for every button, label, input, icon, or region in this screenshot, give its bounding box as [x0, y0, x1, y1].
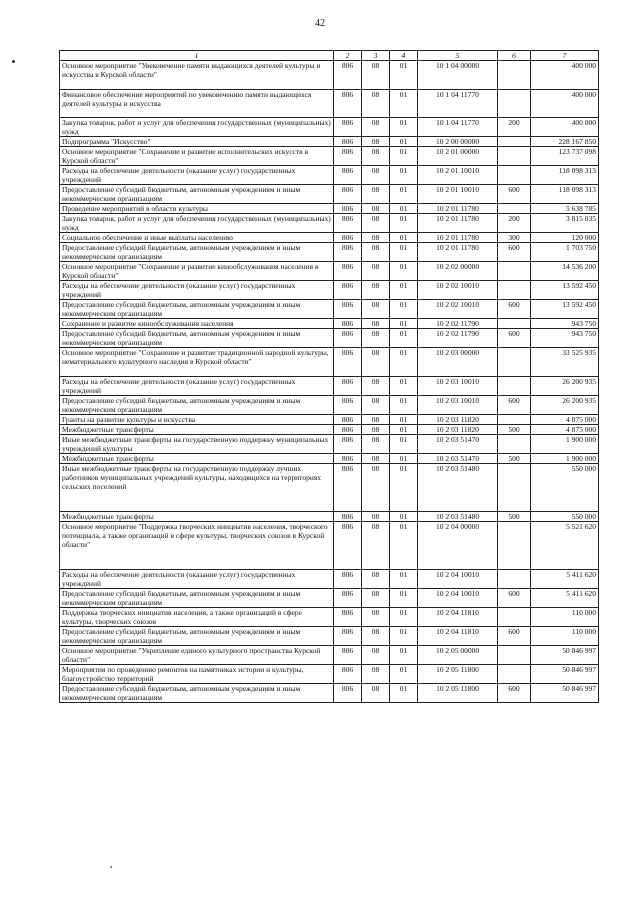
row-amount: 123 737 098 [531, 147, 599, 166]
row-target-code: 10 2 00 00000 [418, 137, 498, 147]
row-expense-type [498, 166, 531, 185]
row-amount: 26 200 935 [531, 396, 599, 415]
table-row [60, 214, 599, 233]
row-section: 08 [362, 204, 390, 214]
row-name: Основное мероприятие "Сохранение и развитие традиционной народной культуры, нематериального культурного наследия в Курской области" [60, 348, 334, 377]
row-target-code: 10 2 01 11780 [418, 243, 498, 262]
row-subsection: 01 [390, 435, 418, 454]
row-name: Предоставление субсидий бюджетным, автономным учреждениям и иным некоммерческим организациям [60, 243, 334, 262]
row-amount: 5 521 620 [531, 522, 599, 570]
row-subsection: 01 [390, 262, 418, 281]
row-target-code: 10 1 04 11770 [418, 90, 498, 118]
row-section: 08 [362, 233, 390, 243]
row-subsection: 01 [390, 396, 418, 415]
row-section: 08 [362, 166, 390, 185]
row-section: 08 [362, 646, 390, 665]
table-row [60, 61, 599, 90]
row-name: Проведение мероприятий в области культуры [60, 204, 334, 214]
row-ministry: 806 [334, 435, 362, 454]
row-expense-type: 600 [498, 185, 531, 204]
row-expense-type: 600 [498, 684, 531, 703]
col-header-2: 2 [334, 51, 362, 61]
row-section: 08 [362, 512, 390, 522]
row-amount: 110 000 [531, 608, 599, 627]
table-row [60, 233, 599, 243]
row-ministry: 806 [334, 665, 362, 684]
row-name: Сохранение и развитие кинообслуживания населения [60, 319, 334, 329]
row-subsection: 01 [390, 464, 418, 512]
row-expense-type [498, 665, 531, 684]
row-section: 08 [362, 262, 390, 281]
row-section: 08 [362, 61, 390, 90]
row-amount: 3 815 035 [531, 214, 599, 233]
row-subsection: 01 [390, 512, 418, 522]
row-section: 08 [362, 319, 390, 329]
table-row [60, 522, 599, 570]
row-amount: 13 592 450 [531, 281, 599, 300]
row-name: Расходы на обеспечение деятельности (оказание услуг) государственных учреждений [60, 281, 334, 300]
row-expense-type [498, 464, 531, 512]
row-section: 08 [362, 396, 390, 415]
row-ministry: 806 [334, 262, 362, 281]
col-header-3: 3 [362, 51, 390, 61]
row-ministry: 806 [334, 300, 362, 319]
row-expense-type [498, 90, 531, 118]
row-target-code: 10 2 01 00000 [418, 147, 498, 166]
row-subsection: 01 [390, 90, 418, 118]
row-expense-type: 200 [498, 214, 531, 233]
row-subsection: 01 [390, 281, 418, 300]
row-section: 08 [362, 435, 390, 454]
row-section: 08 [362, 522, 390, 570]
row-section: 08 [362, 185, 390, 204]
row-target-code: 10 1 04 00000 [418, 61, 498, 90]
row-ministry: 806 [334, 329, 362, 348]
row-target-code: 10 2 01 11780 [418, 233, 498, 243]
row-ministry: 806 [334, 522, 362, 570]
table-row [60, 90, 599, 118]
row-target-code: 10 2 03 10010 [418, 396, 498, 415]
table-body [60, 61, 599, 703]
row-name: Предоставление субсидий бюджетным, автономным учреждениям и иным некоммерческим организациям [60, 300, 334, 319]
row-section: 08 [362, 454, 390, 464]
row-ministry: 806 [334, 233, 362, 243]
col-header-7: 7 [531, 51, 599, 61]
row-amount: 14 536 200 [531, 262, 599, 281]
row-target-code: 10 2 04 00000 [418, 522, 498, 570]
row-ministry: 806 [334, 61, 362, 90]
table-row [60, 118, 599, 137]
row-amount: 118 098 313 [531, 166, 599, 185]
row-section: 08 [362, 589, 390, 608]
row-amount: 50 846 997 [531, 646, 599, 665]
row-target-code: 10 2 03 51480 [418, 512, 498, 522]
table-row [60, 185, 599, 204]
row-subsection: 01 [390, 166, 418, 185]
row-ministry: 806 [334, 166, 362, 185]
row-name: Мероприятия по проведению ремонтов на памятниках истории и культуры, благоустройство территорий [60, 665, 334, 684]
row-section: 08 [362, 329, 390, 348]
row-target-code: 10 2 04 11810 [418, 608, 498, 627]
row-ministry: 806 [334, 185, 362, 204]
row-name: Расходы на обеспечение деятельности (оказание услуг) государственных учреждений [60, 377, 334, 396]
row-expense-type [498, 415, 531, 425]
row-ministry: 806 [334, 137, 362, 147]
row-name: Предоставление субсидий бюджетным, автономным учреждениям и иным некоммерческим организациям [60, 627, 334, 646]
table-row [60, 396, 599, 415]
row-ministry: 806 [334, 464, 362, 512]
page-number: 42 [315, 18, 325, 29]
row-expense-type [498, 522, 531, 570]
row-section: 08 [362, 377, 390, 396]
row-amount: 1 900 000 [531, 435, 599, 454]
row-section: 08 [362, 684, 390, 703]
row-amount: 33 525 935 [531, 348, 599, 377]
row-subsection: 01 [390, 665, 418, 684]
table-row [60, 608, 599, 627]
row-amount: 943 750 [531, 319, 599, 329]
row-expense-type [498, 147, 531, 166]
table-row [60, 425, 599, 435]
row-target-code: 10 2 05 00000 [418, 646, 498, 665]
row-subsection: 01 [390, 147, 418, 166]
row-subsection: 01 [390, 243, 418, 262]
row-ministry: 806 [334, 204, 362, 214]
table-row [60, 281, 599, 300]
row-amount: 400 000 [531, 61, 599, 90]
row-name: Основное мероприятие "Сохранение и развитие исполнительских искусств в Курской области" [60, 147, 334, 166]
row-target-code: 10 2 01 11780 [418, 204, 498, 214]
row-section: 08 [362, 464, 390, 512]
row-target-code: 10 1 04 11770 [418, 118, 498, 137]
row-amount: 4 875 000 [531, 425, 599, 435]
row-target-code: 10 2 02 11790 [418, 329, 498, 348]
row-amount: 228 167 850 [531, 137, 599, 147]
row-name: Межбюджетные трансферты [60, 454, 334, 464]
row-ministry: 806 [334, 425, 362, 435]
table-row [60, 243, 599, 262]
row-subsection: 01 [390, 300, 418, 319]
row-amount: 943 750 [531, 329, 599, 348]
row-subsection: 01 [390, 185, 418, 204]
row-name: Финансовое обеспечение мероприятий по увековечению памяти выдающихся деятелей культуры и искусства [60, 90, 334, 118]
table-row [60, 415, 599, 425]
row-subsection: 01 [390, 608, 418, 627]
row-section: 08 [362, 570, 390, 589]
row-target-code: 10 2 01 10010 [418, 166, 498, 185]
row-amount: 5 638 785 [531, 204, 599, 214]
row-name: Закупка товаров, работ и услуг для обеспечения государственных (муниципальных) нужд [60, 118, 334, 137]
row-expense-type: 600 [498, 627, 531, 646]
row-ministry: 806 [334, 415, 362, 425]
row-ministry: 806 [334, 214, 362, 233]
table-row [60, 166, 599, 185]
row-expense-type [498, 137, 531, 147]
row-ministry: 806 [334, 118, 362, 137]
row-subsection: 01 [390, 646, 418, 665]
row-ministry: 806 [334, 646, 362, 665]
row-amount: 1 900 000 [531, 454, 599, 464]
row-section: 08 [362, 348, 390, 377]
margin-mark [12, 60, 15, 63]
table-row [60, 300, 599, 319]
budget-table [59, 50, 599, 703]
row-expense-type [498, 377, 531, 396]
row-amount: 1 703 750 [531, 243, 599, 262]
row-expense-type: 600 [498, 329, 531, 348]
row-target-code: 10 2 03 51470 [418, 454, 498, 464]
row-subsection: 01 [390, 570, 418, 589]
row-subsection: 01 [390, 319, 418, 329]
table-row [60, 627, 599, 646]
row-name: Расходы на обеспечение деятельности (оказание услуг) государственных учреждений [60, 166, 334, 185]
row-target-code: 10 2 03 51470 [418, 435, 498, 454]
row-section: 08 [362, 214, 390, 233]
col-header-1: 1 [60, 51, 334, 61]
row-section: 08 [362, 147, 390, 166]
row-section: 08 [362, 415, 390, 425]
row-ministry: 806 [334, 570, 362, 589]
row-expense-type: 300 [498, 233, 531, 243]
col-header-6: 6 [498, 51, 531, 61]
row-section: 08 [362, 118, 390, 137]
row-subsection: 01 [390, 425, 418, 435]
row-expense-type: 500 [498, 454, 531, 464]
row-subsection: 01 [390, 627, 418, 646]
table-row [60, 137, 599, 147]
row-target-code: 10 2 02 10010 [418, 281, 498, 300]
row-name: Социальное обеспечение и иные выплаты населению [60, 233, 334, 243]
row-name: Поддержка творческих инициатив населения, а также организаций в сфере культуры, творческих союзов [60, 608, 334, 627]
row-subsection: 01 [390, 522, 418, 570]
row-ministry: 806 [334, 377, 362, 396]
row-ministry: 806 [334, 512, 362, 522]
row-name: Иные межбюджетные трансферты на государственную поддержку лучших работников муниципальных учреждений культуры, находящихся на территориях сельских поселений [60, 464, 334, 512]
row-amount: 400 000 [531, 118, 599, 137]
row-expense-type [498, 61, 531, 90]
row-expense-type [498, 608, 531, 627]
row-amount: 110 000 [531, 627, 599, 646]
row-name: Основное мероприятие "Поддержка творческих инициатив населения, творческого потенциала, а также организаций в сфере культуры, творческих союзов в Курской области" [60, 522, 334, 570]
row-section: 08 [362, 90, 390, 118]
row-expense-type [498, 348, 531, 377]
row-name: Предоставление субсидий бюджетным, автономным учреждениям и иным некоммерческим организациям [60, 396, 334, 415]
row-name: Предоставление субсидий бюджетным, автономным учреждениям и иным некоммерческим организациям [60, 589, 334, 608]
row-target-code: 10 2 03 51480 [418, 464, 498, 512]
col-header-5: 5 [418, 51, 498, 61]
row-target-code: 10 2 02 10010 [418, 300, 498, 319]
table-row [60, 665, 599, 684]
table-row [60, 147, 599, 166]
row-target-code: 10 2 04 11810 [418, 627, 498, 646]
row-name: Подпрограмма "Искусство" [60, 137, 334, 147]
row-target-code: 10 2 03 11820 [418, 415, 498, 425]
row-subsection: 01 [390, 454, 418, 464]
row-name: Межбюджетные трансферты [60, 425, 334, 435]
table-row [60, 319, 599, 329]
row-target-code: 10 2 03 10010 [418, 377, 498, 396]
row-amount: 5 411 620 [531, 570, 599, 589]
table-row [60, 204, 599, 214]
row-subsection: 01 [390, 589, 418, 608]
row-ministry: 806 [334, 396, 362, 415]
table-row [60, 348, 599, 377]
table-row [60, 435, 599, 454]
scan-mark [110, 866, 112, 868]
table-row [60, 464, 599, 512]
row-ministry: 806 [334, 319, 362, 329]
row-name: Предоставление субсидий бюджетным, автономным учреждениям и иным некоммерческим организациям [60, 329, 334, 348]
row-section: 08 [362, 665, 390, 684]
row-subsection: 01 [390, 348, 418, 377]
row-name: Основное мероприятие "Увековечение памяти выдающихся деятелей культуры и искусства в Курской области" [60, 61, 334, 90]
row-ministry: 806 [334, 454, 362, 464]
row-target-code: 10 2 03 00000 [418, 348, 498, 377]
header-row [60, 51, 599, 61]
row-section: 08 [362, 608, 390, 627]
row-target-code: 10 2 01 10010 [418, 185, 498, 204]
row-expense-type: 500 [498, 512, 531, 522]
row-ministry: 806 [334, 147, 362, 166]
row-ministry: 806 [334, 281, 362, 300]
row-section: 08 [362, 627, 390, 646]
row-ministry: 806 [334, 243, 362, 262]
row-amount: 400 000 [531, 90, 599, 118]
row-expense-type [498, 281, 531, 300]
table-row [60, 684, 599, 703]
row-target-code: 10 2 02 00000 [418, 262, 498, 281]
row-ministry: 806 [334, 589, 362, 608]
row-amount: 5 411 620 [531, 589, 599, 608]
row-section: 08 [362, 300, 390, 319]
row-amount: 550 000 [531, 464, 599, 512]
row-amount: 13 592 450 [531, 300, 599, 319]
row-amount: 26 200 935 [531, 377, 599, 396]
row-expense-type [498, 435, 531, 454]
row-expense-type: 600 [498, 300, 531, 319]
row-subsection: 01 [390, 233, 418, 243]
row-expense-type [498, 262, 531, 281]
table-row [60, 646, 599, 665]
table-row [60, 512, 599, 522]
row-expense-type: 600 [498, 589, 531, 608]
row-amount: 118 098 313 [531, 185, 599, 204]
row-expense-type [498, 204, 531, 214]
row-name: Предоставление субсидий бюджетным, автономным учреждениям и иным некоммерческим организациям [60, 185, 334, 204]
row-expense-type: 600 [498, 396, 531, 415]
row-subsection: 01 [390, 204, 418, 214]
row-subsection: 01 [390, 415, 418, 425]
row-section: 08 [362, 425, 390, 435]
row-name: Гранты на развитие культуры и искусства [60, 415, 334, 425]
row-expense-type [498, 319, 531, 329]
row-target-code: 10 2 05 11800 [418, 665, 498, 684]
row-subsection: 01 [390, 684, 418, 703]
col-header-4: 4 [390, 51, 418, 61]
row-expense-type: 500 [498, 425, 531, 435]
row-name: Иные межбюджетные трансферты на государственную поддержку муниципальных учреждений культуры [60, 435, 334, 454]
table-row [60, 262, 599, 281]
row-ministry: 806 [334, 684, 362, 703]
row-amount: 120 000 [531, 233, 599, 243]
row-name: Основное мероприятие "Сохранение и развитие кинообслуживания населения в Курской области" [60, 262, 334, 281]
row-amount: 4 875 000 [531, 415, 599, 425]
table-row [60, 377, 599, 396]
row-subsection: 01 [390, 61, 418, 90]
table-row [60, 454, 599, 464]
row-subsection: 01 [390, 214, 418, 233]
row-target-code: 10 2 02 11790 [418, 319, 498, 329]
row-section: 08 [362, 243, 390, 262]
row-subsection: 01 [390, 329, 418, 348]
row-section: 08 [362, 137, 390, 147]
row-subsection: 01 [390, 137, 418, 147]
row-target-code: 10 2 01 11780 [418, 214, 498, 233]
table-row [60, 589, 599, 608]
row-section: 08 [362, 281, 390, 300]
row-name: Предоставление субсидий бюджетным, автономным учреждениям и иным некоммерческим организациям [60, 684, 334, 703]
row-target-code: 10 2 05 11800 [418, 684, 498, 703]
table-row [60, 329, 599, 348]
row-target-code: 10 2 03 11820 [418, 425, 498, 435]
row-amount: 50 846 997 [531, 684, 599, 703]
row-name: Закупка товаров, работ и услуг для обеспечения государственных (муниципальных) нужд [60, 214, 334, 233]
row-amount: 550 000 [531, 512, 599, 522]
row-expense-type: 200 [498, 118, 531, 137]
row-name: Основное мероприятие "Укрепление единого культурного пространства Курской области" [60, 646, 334, 665]
row-ministry: 806 [334, 608, 362, 627]
row-ministry: 806 [334, 627, 362, 646]
row-amount: 50 846 997 [531, 665, 599, 684]
table-row [60, 570, 599, 589]
row-ministry: 806 [334, 348, 362, 377]
row-subsection: 01 [390, 118, 418, 137]
row-target-code: 10 2 04 10010 [418, 589, 498, 608]
row-expense-type: 600 [498, 243, 531, 262]
row-subsection: 01 [390, 377, 418, 396]
row-target-code: 10 2 04 10010 [418, 570, 498, 589]
row-expense-type [498, 570, 531, 589]
row-name: Межбюджетные трансферты [60, 512, 334, 522]
row-expense-type [498, 646, 531, 665]
row-ministry: 806 [334, 90, 362, 118]
row-name: Расходы на обеспечение деятельности (оказание услуг) государственных учреждений [60, 570, 334, 589]
